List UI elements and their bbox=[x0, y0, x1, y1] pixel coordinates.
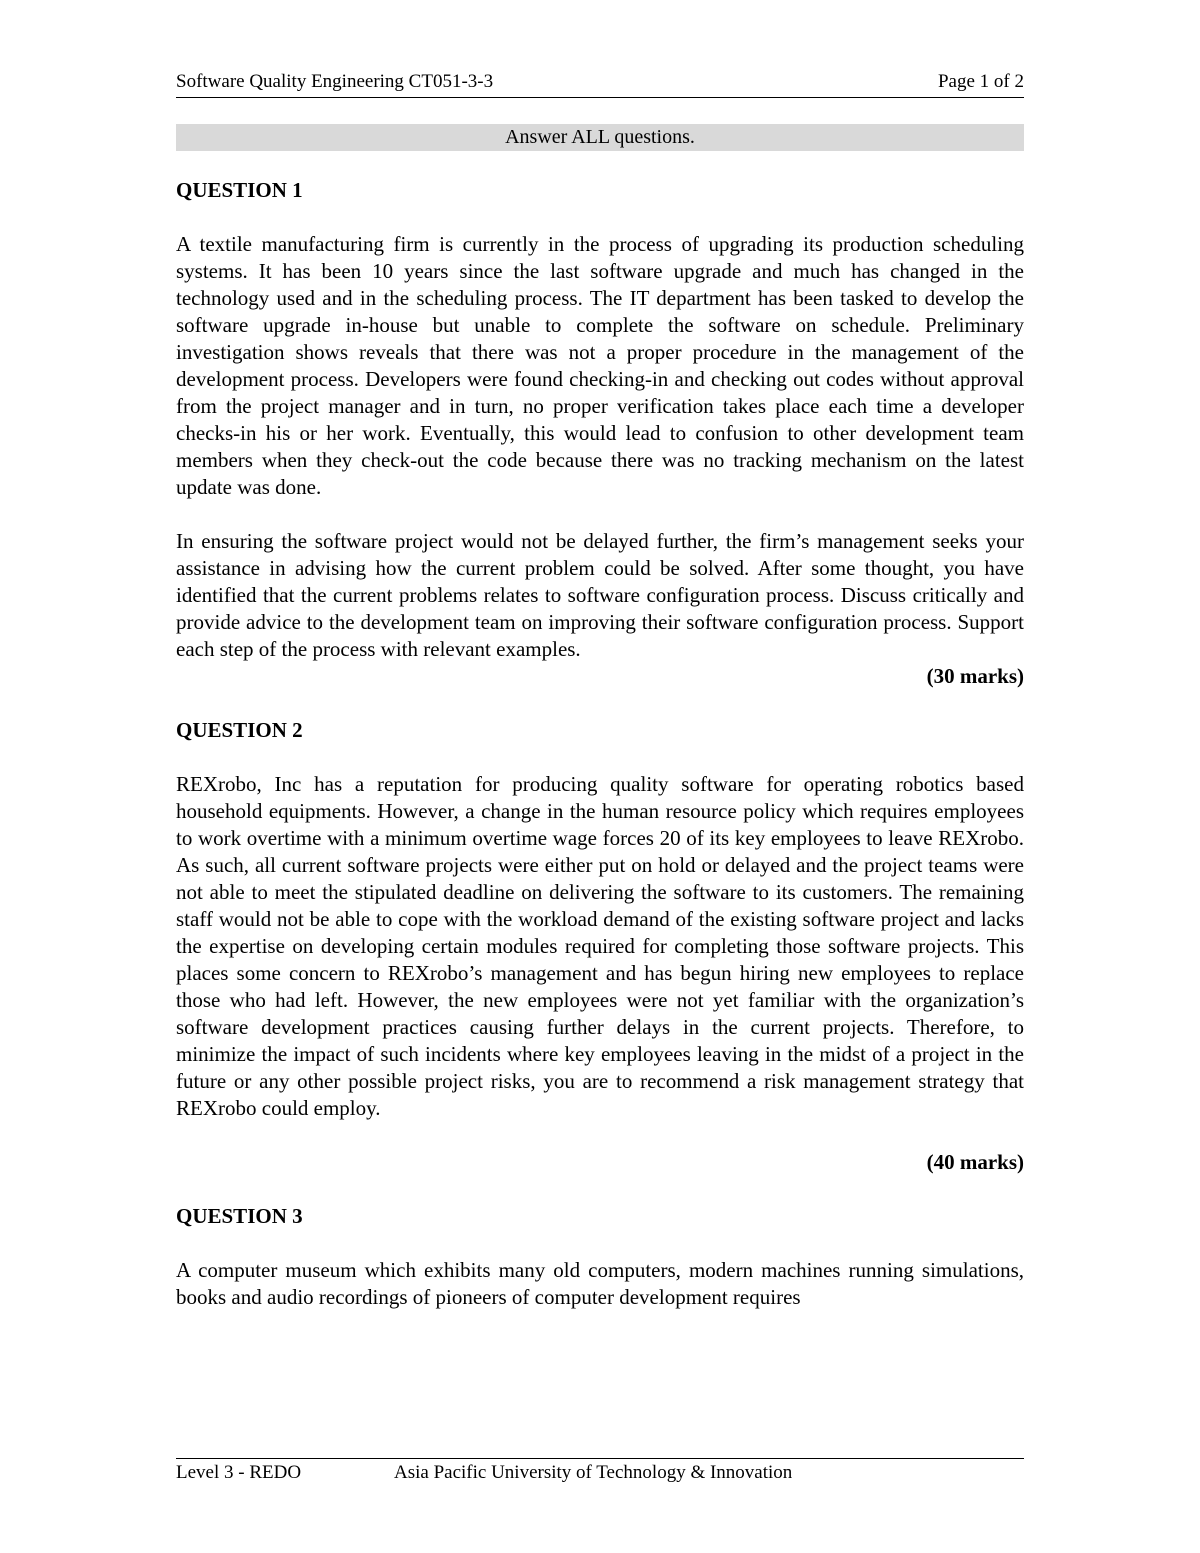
question-heading: QUESTION 3 bbox=[176, 1204, 303, 1228]
footer-level: Level 3 - REDO bbox=[176, 1462, 302, 1483]
page-number: Page 1 of 2 bbox=[937, 71, 1024, 92]
question-2 bbox=[176, 717, 1024, 1176]
question-1 bbox=[176, 177, 1024, 690]
question-heading: QUESTION 1 bbox=[176, 178, 303, 202]
instruction-banner: Answer ALL questions. bbox=[176, 124, 1024, 151]
marks-label: (30 marks) bbox=[926, 664, 1024, 688]
question-paragraph: A textile manufacturing firm is currently in the process of upgrading its production scheduling systems. It has been 10 years since the last software upgrade and much has changed in the technology used and in the scheduling process. The IT department has been tasked to develop the software upgrade in-house but unable to complete the software on schedule. Preliminary investigation shows reveals that there was not a proper procedure in the management of the development process. Developers were found checking-in and checking out codes without approval from the project manager and in turn, no proper verification takes place each time a developer checks-in his or her work. Eventually, this would lead to confusion to other development team members when they check-out the code because there was no tracking mechanism on the latest update was done. bbox=[176, 232, 1024, 499]
question-3 bbox=[176, 1203, 1024, 1311]
question-paragraph: A computer museum which exhibits many old computers, modern machines running simulations, books and audio recordings of pioneers of computer development requires bbox=[176, 1258, 1024, 1309]
marks-label: (40 marks) bbox=[926, 1150, 1024, 1174]
question-paragraph: REXrobo, Inc has a reputation for producing quality software for operating robotics based household equipments. However, a change in the human resource policy which requires employees to work overtime with a minimum overtime wage forces 20 of its key employees to leave REXrobo. As such, all current software projects were either put on hold or delayed and the project teams were not able to meet the stipulated deadline on delivering the software to its customers. The remaining staff would not be able to cope with the workload demand of the existing software project and lacks the expertise on developing certain modules required for completing those software projects. This places some concern to REXrobo’s management and has begun hiring new employees to replace those who had left. However, the new employees were not yet familiar with the organization’s software development practices causing further delays in the current projects. Therefore, to minimize the impact of such incidents where key employees leaving in the midst of a project in the future or any other possible project risks, you are to recommend a risk management strategy that REXrobo could employ. bbox=[176, 772, 1024, 1120]
page-footer bbox=[176, 1458, 1024, 1483]
course-title: Software Quality Engineering CT051-3-3 bbox=[176, 71, 494, 92]
question-heading: QUESTION 2 bbox=[176, 718, 303, 742]
page-header bbox=[176, 71, 1024, 98]
exam-content bbox=[176, 177, 1024, 1338]
question-paragraph: In ensuring the software project would not be delayed further, the firm’s management seeks your assistance in advising how the current problem could be solved. After some thought, you have identified that the current problems relates to software configuration process. Discuss critically and provide advice to the development team on improving their software configuration process. Support each step of the process with relevant examples. bbox=[176, 529, 1024, 661]
footer-university: Asia Pacific University of Technology & Innovation bbox=[394, 1462, 793, 1483]
